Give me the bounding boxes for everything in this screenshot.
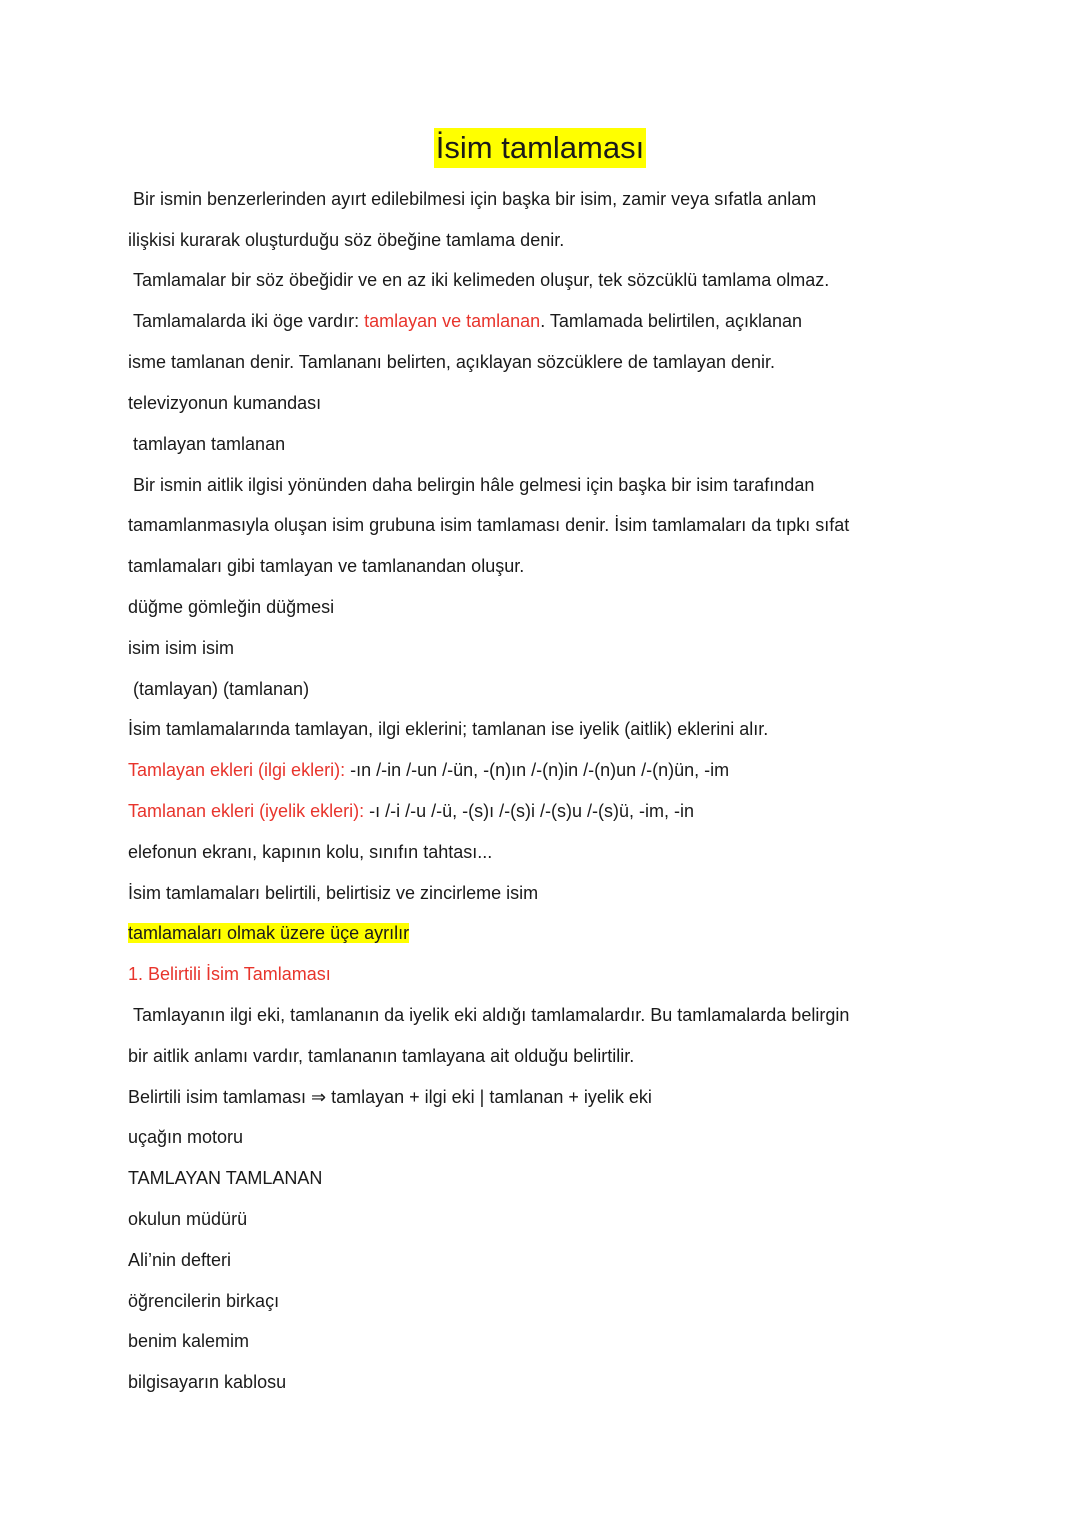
example-line: elefonun ekranı, kapının kolu, sınıfın tahtası... bbox=[128, 842, 493, 862]
suffix-values: -ı /-i /-u /-ü, -(s)ı /-(s)i /-(s)u /-(s)ü, -im, -in bbox=[364, 801, 695, 821]
paragraph-line: Bir ismin benzerlerinden ayırt edilebilmesi için başka bir isim, zamir veya sıfatla anlam bbox=[133, 189, 817, 209]
example-line: öğrencilerin birkaçı bbox=[128, 1291, 280, 1311]
paragraph-line: Tamlayanın ilgi eki, tamlananın da iyelik eki aldığı tamlamalardır. Bu tamlamalarda belirgin bbox=[133, 1005, 850, 1025]
example-labels: TAMLAYAN TAMLANAN bbox=[128, 1168, 323, 1188]
paragraph-line: tamamlanmasıyla oluşan isim grubuna isim tamlaması denir. İsim tamlamaları da tıpkı sıfat bbox=[128, 515, 850, 535]
title-wrap bbox=[0, 128, 1080, 168]
suffix-label: Tamlayan ekleri (ilgi ekleri): bbox=[128, 760, 346, 780]
text-run: . Tamlamada belirtilen, açıklanan bbox=[540, 311, 803, 331]
example-labels: (tamlayan) (tamlanan) bbox=[133, 679, 310, 699]
section-heading: 1. Belirtili İsim Tamlaması bbox=[128, 964, 331, 984]
paragraph-line: isme tamlanan denir. Tamlananı belirten, açıklayan sözcüklere de tamlayan denir. bbox=[128, 352, 776, 372]
text-run: Tamlamalarda iki öge vardır: bbox=[133, 311, 365, 331]
example-line: benim kalemim bbox=[128, 1331, 250, 1351]
paragraph-line: İsim tamlamaları belirtili, belirtisiz ve zincirleme isim bbox=[128, 883, 539, 903]
paragraph-line: tamlamaları gibi tamlayan ve tamlanandan oluşur. bbox=[128, 556, 525, 576]
example-line: televizyonun kumandası bbox=[128, 393, 322, 413]
suffix-line bbox=[128, 799, 694, 823]
paragraph-line: Tamlamalar bir söz öbeğidir ve en az iki kelimeden oluşur, tek sözcüklü tamlama olmaz. bbox=[133, 270, 830, 290]
paragraph-line: İsim tamlamalarında tamlayan, ilgi eklerini; tamlanan ise iyelik (aitlik) eklerini alır. bbox=[128, 719, 769, 739]
suffix-values: -ın /-in /-un /-ün, -(n)ın /-(n)in /-(n)un /-(n)ün, -im bbox=[345, 760, 730, 780]
example-line: düğme gömleğin düğmesi bbox=[128, 597, 335, 617]
paragraph-line: ilişkisi kurarak oluşturduğu söz öbeğine tamlama denir. bbox=[128, 230, 565, 250]
example-types: isim isim isim bbox=[128, 638, 234, 658]
example-labels: tamlayan tamlanan bbox=[133, 434, 286, 454]
example-line: Ali’nin defteri bbox=[128, 1250, 232, 1270]
example-line: okulun müdürü bbox=[128, 1209, 248, 1229]
paragraph-line-mixed bbox=[133, 309, 802, 333]
page-title: İsim tamlaması bbox=[434, 128, 646, 168]
formula-line: Belirtili isim tamlaması ⇒ tamlayan + ilgi eki | tamlanan + iyelik eki bbox=[128, 1087, 652, 1107]
red-text-run: tamlayan ve tamlanan bbox=[364, 311, 541, 331]
suffix-label: Tamlanan ekleri (iyelik ekleri): bbox=[128, 801, 365, 821]
paragraph-line: bir aitlik anlamı vardır, tamlananın tamlayana ait olduğu belirtilir. bbox=[128, 1046, 635, 1066]
highlighted-line bbox=[128, 921, 409, 945]
example-line: bilgisayarın kablosu bbox=[128, 1372, 287, 1392]
paragraph-line: Bir ismin aitlik ilgisi yönünden daha belirgin hâle gelmesi için başka bir isim tarafından bbox=[133, 475, 815, 495]
suffix-line bbox=[128, 758, 729, 782]
highlighted-text: tamlamaları olmak üzere üçe ayrılır bbox=[128, 923, 410, 943]
example-line: uçağın motoru bbox=[128, 1127, 244, 1147]
